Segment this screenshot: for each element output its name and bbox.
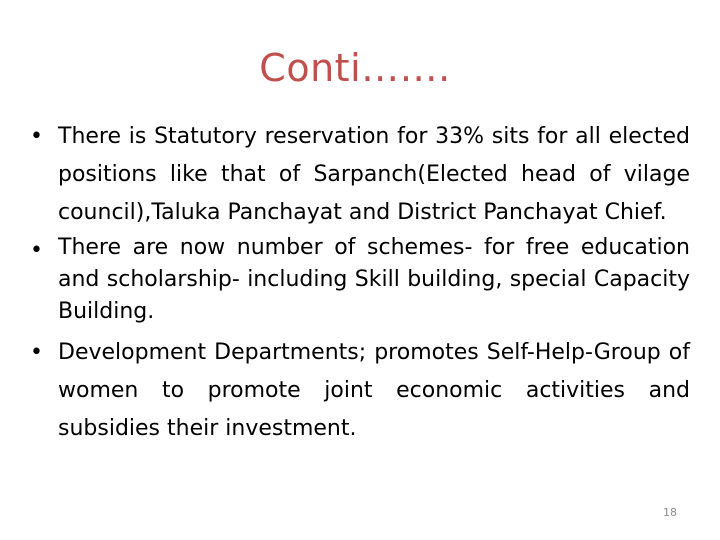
bullet-text: Development Departments; promotes Self-Help-Group of women to promote joint economic activities and subsidies their investment. — [58, 340, 690, 441]
bullet-text: There is Statutory reservation for 33% sits for all elected positions like that of Sarpanch(Elected head of vilage council),Taluka Panchayat and District Panchayat Chief. — [58, 124, 690, 225]
bullet-item — [30, 334, 690, 448]
bullet-item — [30, 118, 690, 232]
bullet-list — [30, 118, 690, 448]
bullet-dot-icon: • — [30, 124, 43, 149]
slide-title: Conti……. — [259, 46, 451, 90]
bullet-dot-icon: • — [30, 238, 43, 263]
bullet-item — [30, 232, 690, 328]
bullet-dot-icon: • — [30, 340, 43, 365]
page-number: 18 — [663, 506, 677, 519]
bullet-text: There are now number of schemes- for free education and scholarship- including Skill building, special Capacity Building. — [58, 235, 690, 324]
